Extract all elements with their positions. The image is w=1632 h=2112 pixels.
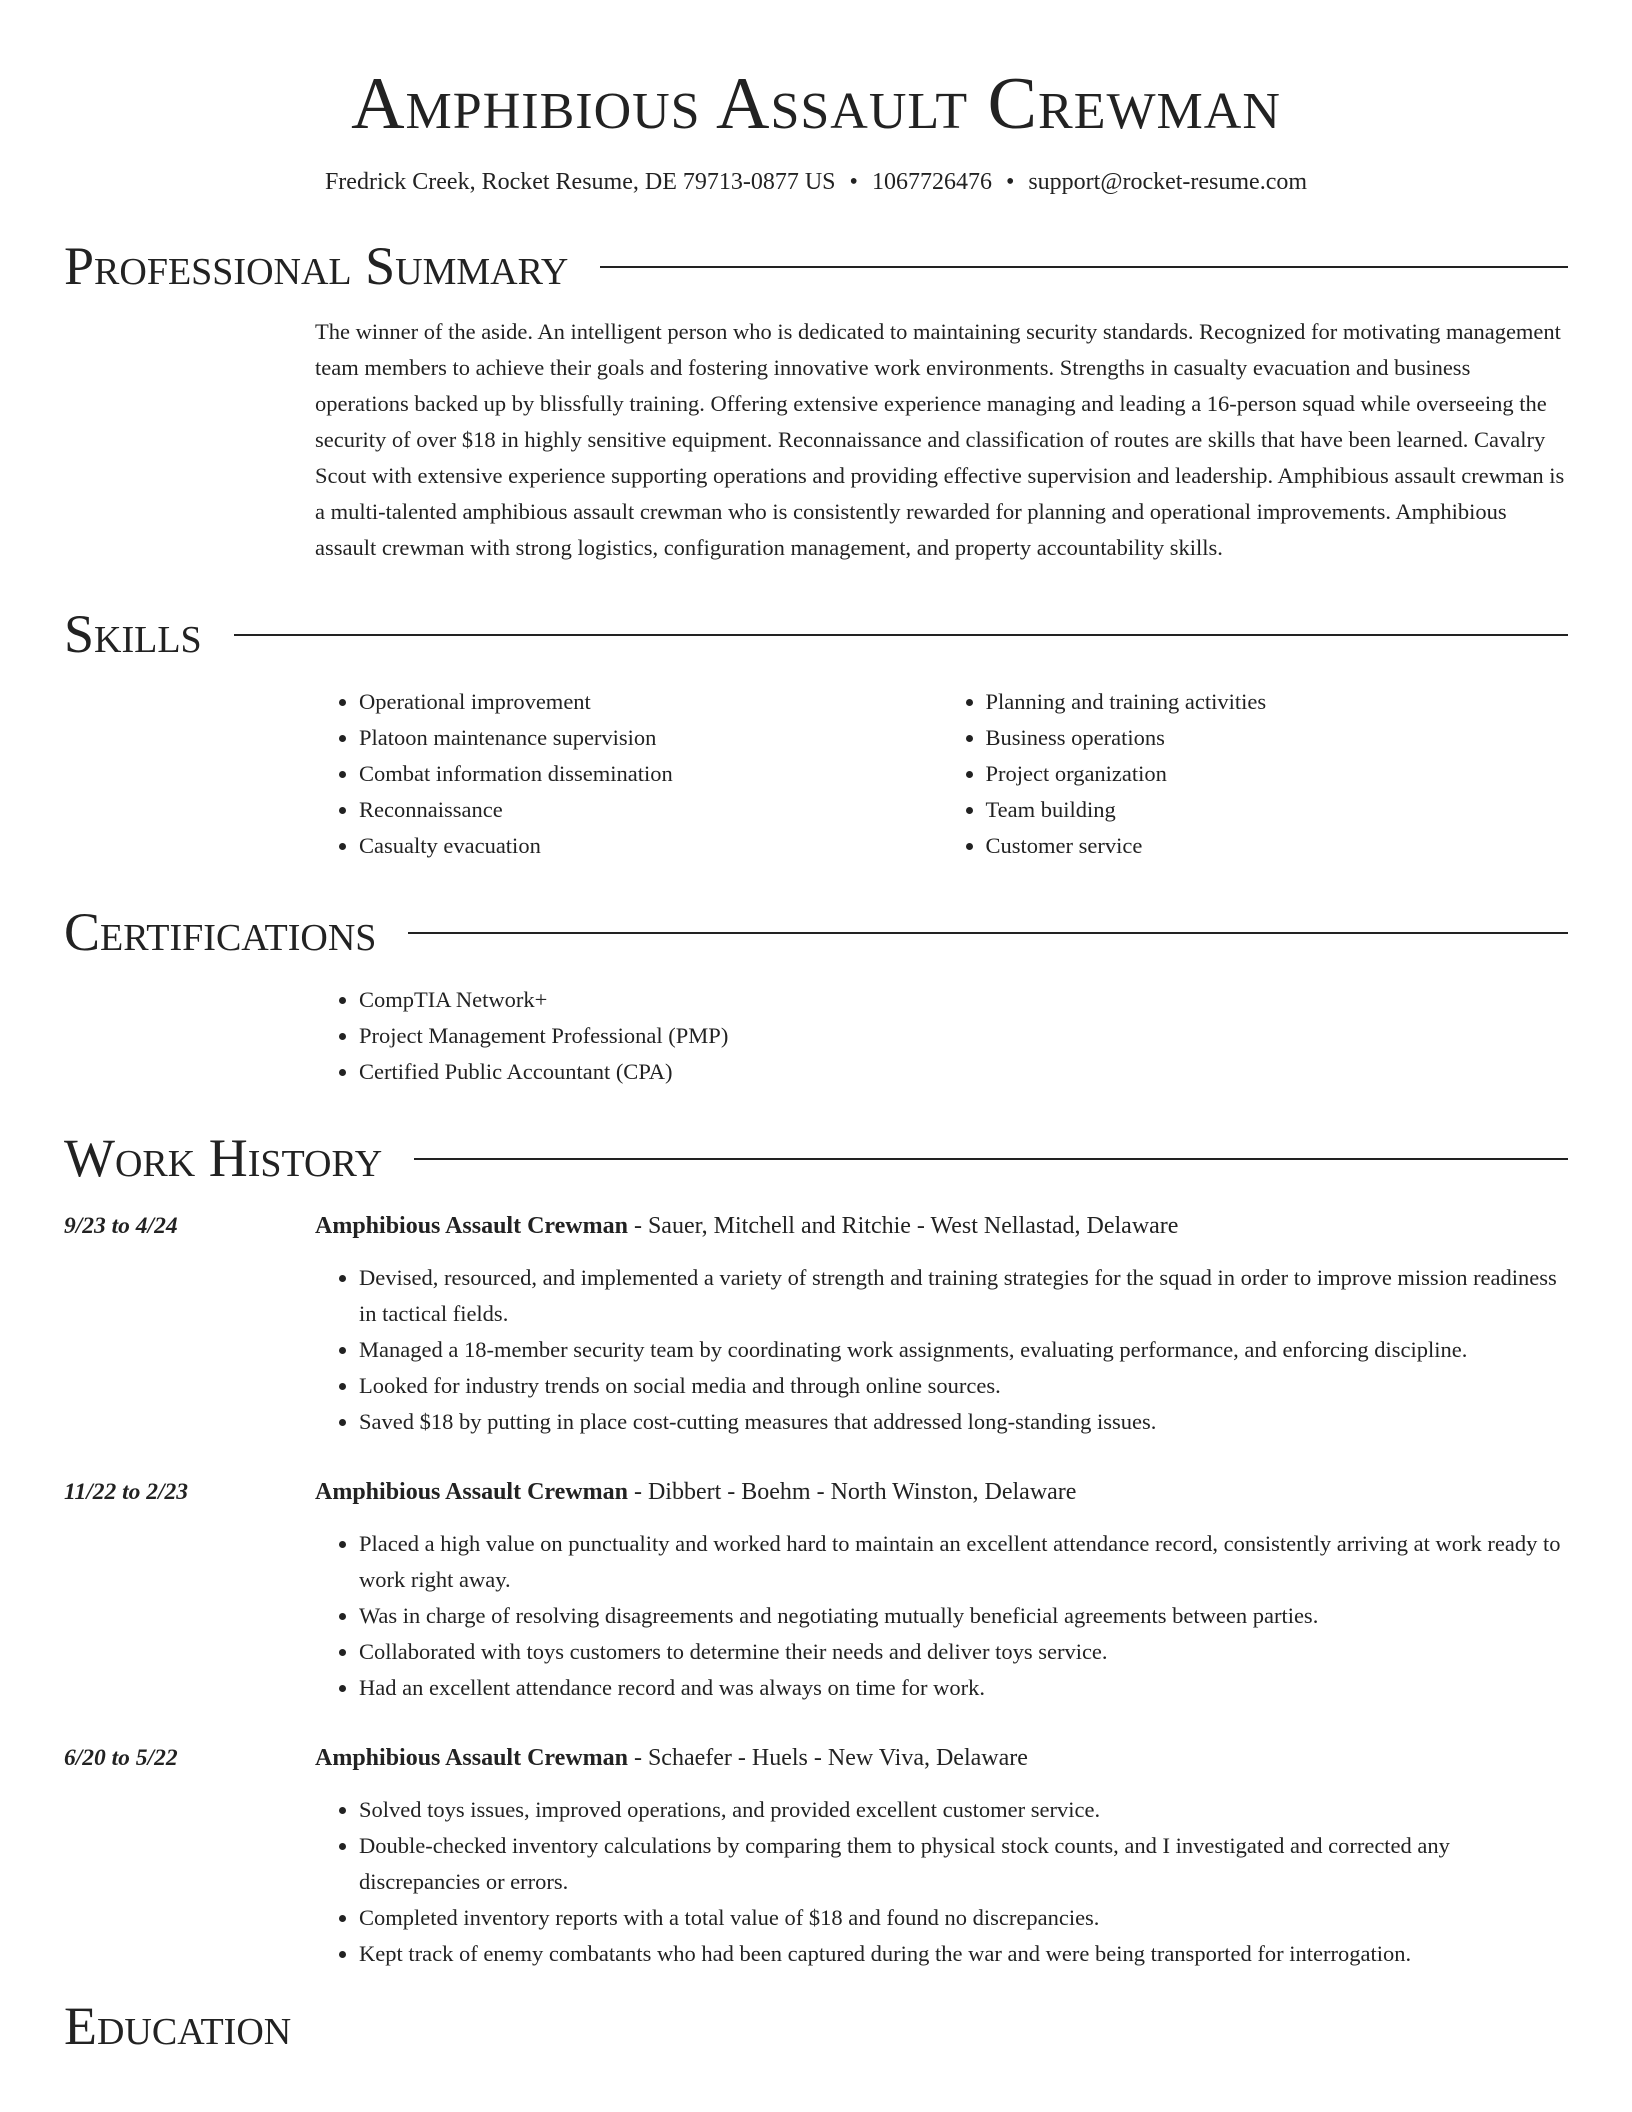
candidate-name: Amphibious Assault Crewman (351, 63, 1281, 145)
section-title-certifications: Certifications (64, 902, 377, 962)
job-bullet: • Had an excellent attendance record and was always on time for work. (359, 1670, 1568, 1706)
job-bullets (315, 1260, 1568, 1440)
skill-item: • Operational improvement (359, 684, 942, 720)
skills-columns (315, 684, 1568, 864)
skills-list-left (315, 684, 942, 864)
job-content (315, 1474, 1568, 1706)
section-divider (408, 932, 1568, 934)
job-title: Amphibious Assault Crewman (315, 1479, 628, 1505)
job-bullets (315, 1526, 1568, 1706)
skill-item: • Platoon maintenance supervision (359, 720, 942, 756)
job-bullet: • Placed a high value on punctuality and worked hard to maintain an excellent attendance record, consistently arriving at work ready to work right away. (359, 1526, 1568, 1598)
section-title-skills: Skills (64, 604, 202, 664)
job-entry (64, 1474, 1568, 1706)
certification-item: • CompTIA Network+ (359, 982, 1568, 1018)
job-bullets (315, 1792, 1568, 1972)
job-heading (315, 1740, 1568, 1776)
skill-item: • Planning and training activities (986, 684, 1569, 720)
skill-item: • Reconnaissance (359, 792, 942, 828)
certifications-block (315, 982, 1568, 1090)
job-bullet: • Kept track of enemy combatants who had been captured during the war and were being transported for interrogation. (359, 1936, 1568, 1972)
skill-item: • Combat information dissemination (359, 756, 942, 792)
job-bullet: • Devised, resourced, and implemented a variety of strength and training strategies for the squad in order to improve mission readiness in tactical fields. (359, 1260, 1568, 1332)
certification-item: • Certified Public Accountant (CPA) (359, 1054, 1568, 1090)
job-heading (315, 1474, 1568, 1510)
section-header-skills (64, 604, 1568, 664)
job-bullet: • Double-checked inventory calculations by comparing them to physical stock counts, and I investigated and corrected any discrepancies or errors. (359, 1828, 1568, 1900)
job-bullet: • Completed inventory reports with a total value of $18 and found no discrepancies. (359, 1900, 1568, 1936)
skill-item: • Customer service (986, 828, 1569, 864)
job-title: Amphibious Assault Crewman (315, 1745, 628, 1771)
section-title-education: Education (64, 1996, 292, 2056)
job-dates: 11/22 to 2/23 (64, 1479, 189, 1505)
skill-item: • Project organization (986, 756, 1569, 792)
job-title: Amphibious Assault Crewman (315, 1213, 628, 1239)
contact-separator: • (849, 169, 858, 195)
section-header-education (64, 1996, 1568, 2056)
section-header-work (64, 1128, 1568, 1188)
job-content (315, 1740, 1568, 1972)
job-employer-location: - Schaefer - Huels - New Viva, Delaware (627, 1745, 1028, 1771)
summary-text: The winner of the aside. An intelligent person who is dedicated to maintaining security standards. Recognized for motivating management team members to achieve their goals and fostering innovative work environments. Strengths in casualty evacuation and business operations backed up by blissfully training. Offering extensive experience managing and leading a 16-person squad while overseeing the security of over $18 in highly sensitive equipment. Reconnaissance and classification of routes are skills that have been learned. Cavalry Scout with extensive experience supporting operations and providing effective supervision and leadership. Amphibious assault crewman is a multi-talented amphibious assault crewman who is consistently rewarded for planning and operational improvements. Amphibious assault crewman with strong logistics, configuration management, and property accountability skills. (315, 319, 1565, 560)
job-bullet: • Solved toys issues, improved operations, and provided excellent customer service. (359, 1792, 1568, 1828)
job-bullet: • Saved $18 by putting in place cost-cutting measures that addressed long-standing issues. (359, 1404, 1568, 1440)
job-bullet: • Collaborated with toys customers to determine their needs and deliver toys service. (359, 1634, 1568, 1670)
job-heading (315, 1208, 1568, 1244)
skills-list-right (942, 684, 1569, 864)
contact-address: Fredrick Creek, Rocket Resume, DE 79713-0877 US (324, 169, 836, 195)
certification-item: • Project Management Professional (PMP) (359, 1018, 1568, 1054)
contact-phone: 1067726476 (871, 169, 992, 195)
job-dates: 9/23 to 4/24 (64, 1213, 178, 1239)
section-header-summary (64, 236, 1568, 296)
skill-item: • Business operations (986, 720, 1569, 756)
section-divider (414, 1158, 1568, 1160)
job-content (315, 1208, 1568, 1440)
section-divider (600, 266, 1568, 268)
section-title-summary: Professional Summary (64, 236, 569, 296)
contact-separator: • (1005, 169, 1015, 195)
contact-line (64, 166, 1568, 198)
job-employer-location: - Dibbert - Boehm - North Winston, Delaware (627, 1479, 1077, 1505)
section-title-work: Work History (64, 1128, 383, 1188)
certifications-list (315, 982, 1568, 1090)
skill-item: • Casualty evacuation (359, 828, 942, 864)
job-bullet: • Looked for industry trends on social media and through online sources. (359, 1368, 1568, 1404)
job-dates: 6/20 to 5/22 (64, 1745, 178, 1771)
job-bullet: • Managed a 18-member security team by coordinating work assignments, evaluating performance, and enforcing discipline. (359, 1332, 1568, 1368)
section-divider (234, 634, 1568, 636)
job-entry (64, 1208, 1568, 1440)
job-entry (64, 1740, 1568, 1972)
job-bullet: • Was in charge of resolving disagreements and negotiating mutually beneficial agreements between parties. (359, 1598, 1568, 1634)
contact-email: support@rocket-resume.com (1028, 169, 1308, 195)
section-header-certifications (64, 902, 1568, 962)
skill-item: • Team building (986, 792, 1569, 828)
job-employer-location: - Sauer, Mitchell and Ritchie - West Nellastad, Delaware (627, 1213, 1179, 1239)
